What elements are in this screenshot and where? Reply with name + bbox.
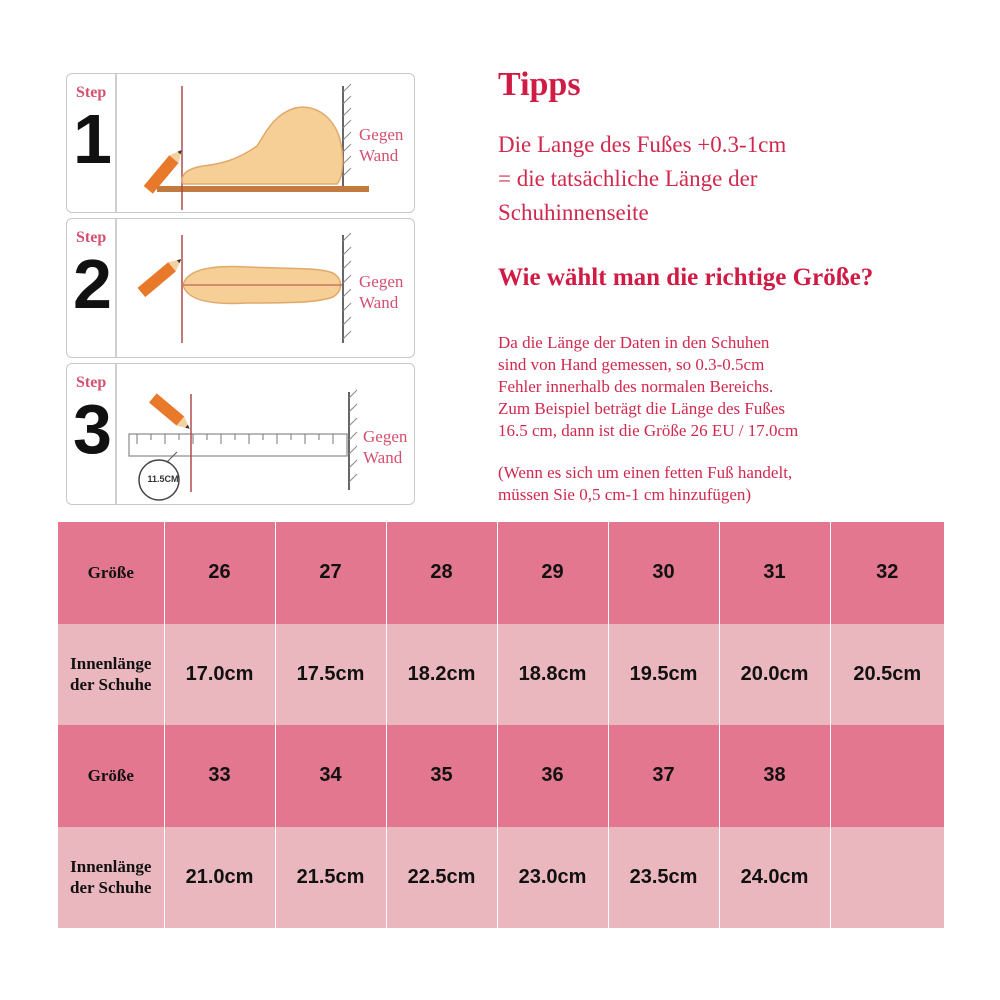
size-cell bbox=[830, 725, 944, 827]
size-row bbox=[58, 725, 944, 827]
length-cell: 19.5cm bbox=[608, 624, 719, 726]
size-guide-explanation bbox=[498, 332, 798, 442]
length-cell: 20.0cm bbox=[719, 624, 830, 726]
step-label: Step bbox=[76, 84, 107, 101]
size-cell: 36 bbox=[497, 725, 608, 827]
size-cell: 33 bbox=[164, 725, 275, 827]
size-cell: 37 bbox=[608, 725, 719, 827]
explanation-line: Zum Beispiel beträgt die Länge des Fußes bbox=[498, 399, 786, 418]
step-2-panel bbox=[66, 218, 415, 358]
size-cell: 32 bbox=[830, 522, 944, 624]
length-cell: 22.5cm bbox=[386, 827, 497, 929]
length-header-cell: Innenlänge der Schuhe bbox=[58, 827, 164, 929]
wall-label: Gegen Wand bbox=[359, 272, 404, 312]
step-3-panel bbox=[66, 363, 415, 505]
length-cell bbox=[830, 827, 944, 929]
length-cell: 20.5cm bbox=[830, 624, 944, 726]
size-cell: 26 bbox=[164, 522, 275, 624]
length-header-cell: Innenlänge der Schuhe bbox=[58, 624, 164, 726]
size-row bbox=[58, 522, 944, 624]
note-line: (Wenn es sich um einen fetten Fuß handelt, bbox=[498, 463, 793, 482]
length-cell: 21.0cm bbox=[164, 827, 275, 929]
tips-line: = die tatsächliche Länge der bbox=[498, 166, 758, 191]
wall-label: Gegen Wand bbox=[363, 427, 408, 467]
tips-title: Tipps bbox=[498, 66, 581, 103]
length-cell: 17.5cm bbox=[275, 624, 386, 726]
size-cell: 31 bbox=[719, 522, 830, 624]
length-cell: 21.5cm bbox=[275, 827, 386, 929]
tips-line: Die Lange des Fußes +0.3-1cm bbox=[498, 132, 787, 157]
length-row bbox=[58, 827, 944, 929]
size-header-cell: Größe bbox=[58, 522, 164, 624]
measure-label: 11.5CM bbox=[147, 474, 179, 484]
explanation-line: sind von Hand gemessen, so 0.3-0.5cm bbox=[498, 355, 765, 374]
size-cell: 28 bbox=[386, 522, 497, 624]
length-cell: 24.0cm bbox=[719, 827, 830, 929]
size-table bbox=[58, 522, 944, 928]
length-row bbox=[58, 624, 944, 726]
size-cell: 30 bbox=[608, 522, 719, 624]
wide-foot-note bbox=[498, 462, 792, 506]
note-line: müssen Sie 0,5 cm-1 cm hinzufügen) bbox=[498, 485, 752, 504]
length-cell: 23.0cm bbox=[497, 827, 608, 929]
step-number: 1 bbox=[73, 100, 112, 178]
size-cell: 34 bbox=[275, 725, 386, 827]
explanation-line: Fehler innerhalb des normalen Bereichs. bbox=[498, 377, 774, 396]
explanation-line: 16.5 cm, dann ist die Größe 26 EU / 17.0cm bbox=[498, 421, 799, 440]
tips-body bbox=[498, 128, 928, 230]
step-number: 2 bbox=[73, 245, 112, 323]
size-cell: 38 bbox=[719, 725, 830, 827]
wall-label: Gegen Wand bbox=[359, 125, 404, 165]
floor-bar bbox=[157, 186, 369, 192]
length-cell: 17.0cm bbox=[164, 624, 275, 726]
size-cell: 35 bbox=[386, 725, 497, 827]
step-label: Step bbox=[76, 374, 107, 391]
length-cell: 23.5cm bbox=[608, 827, 719, 929]
length-cell: 18.8cm bbox=[497, 624, 608, 726]
explanation-line: Da die Länge der Daten in den Schuhen bbox=[498, 333, 770, 352]
size-cell: 29 bbox=[497, 522, 608, 624]
size-cell: 27 bbox=[275, 522, 386, 624]
step-1-panel bbox=[66, 73, 415, 213]
length-cell: 18.2cm bbox=[386, 624, 497, 726]
step-number: 3 bbox=[73, 390, 112, 468]
size-header-cell: Größe bbox=[58, 725, 164, 827]
step-label: Step bbox=[76, 229, 107, 246]
size-guide-title: Wie wählt man die richtige Größe? bbox=[498, 264, 874, 291]
tips-line: Schuhinnenseite bbox=[498, 200, 649, 225]
